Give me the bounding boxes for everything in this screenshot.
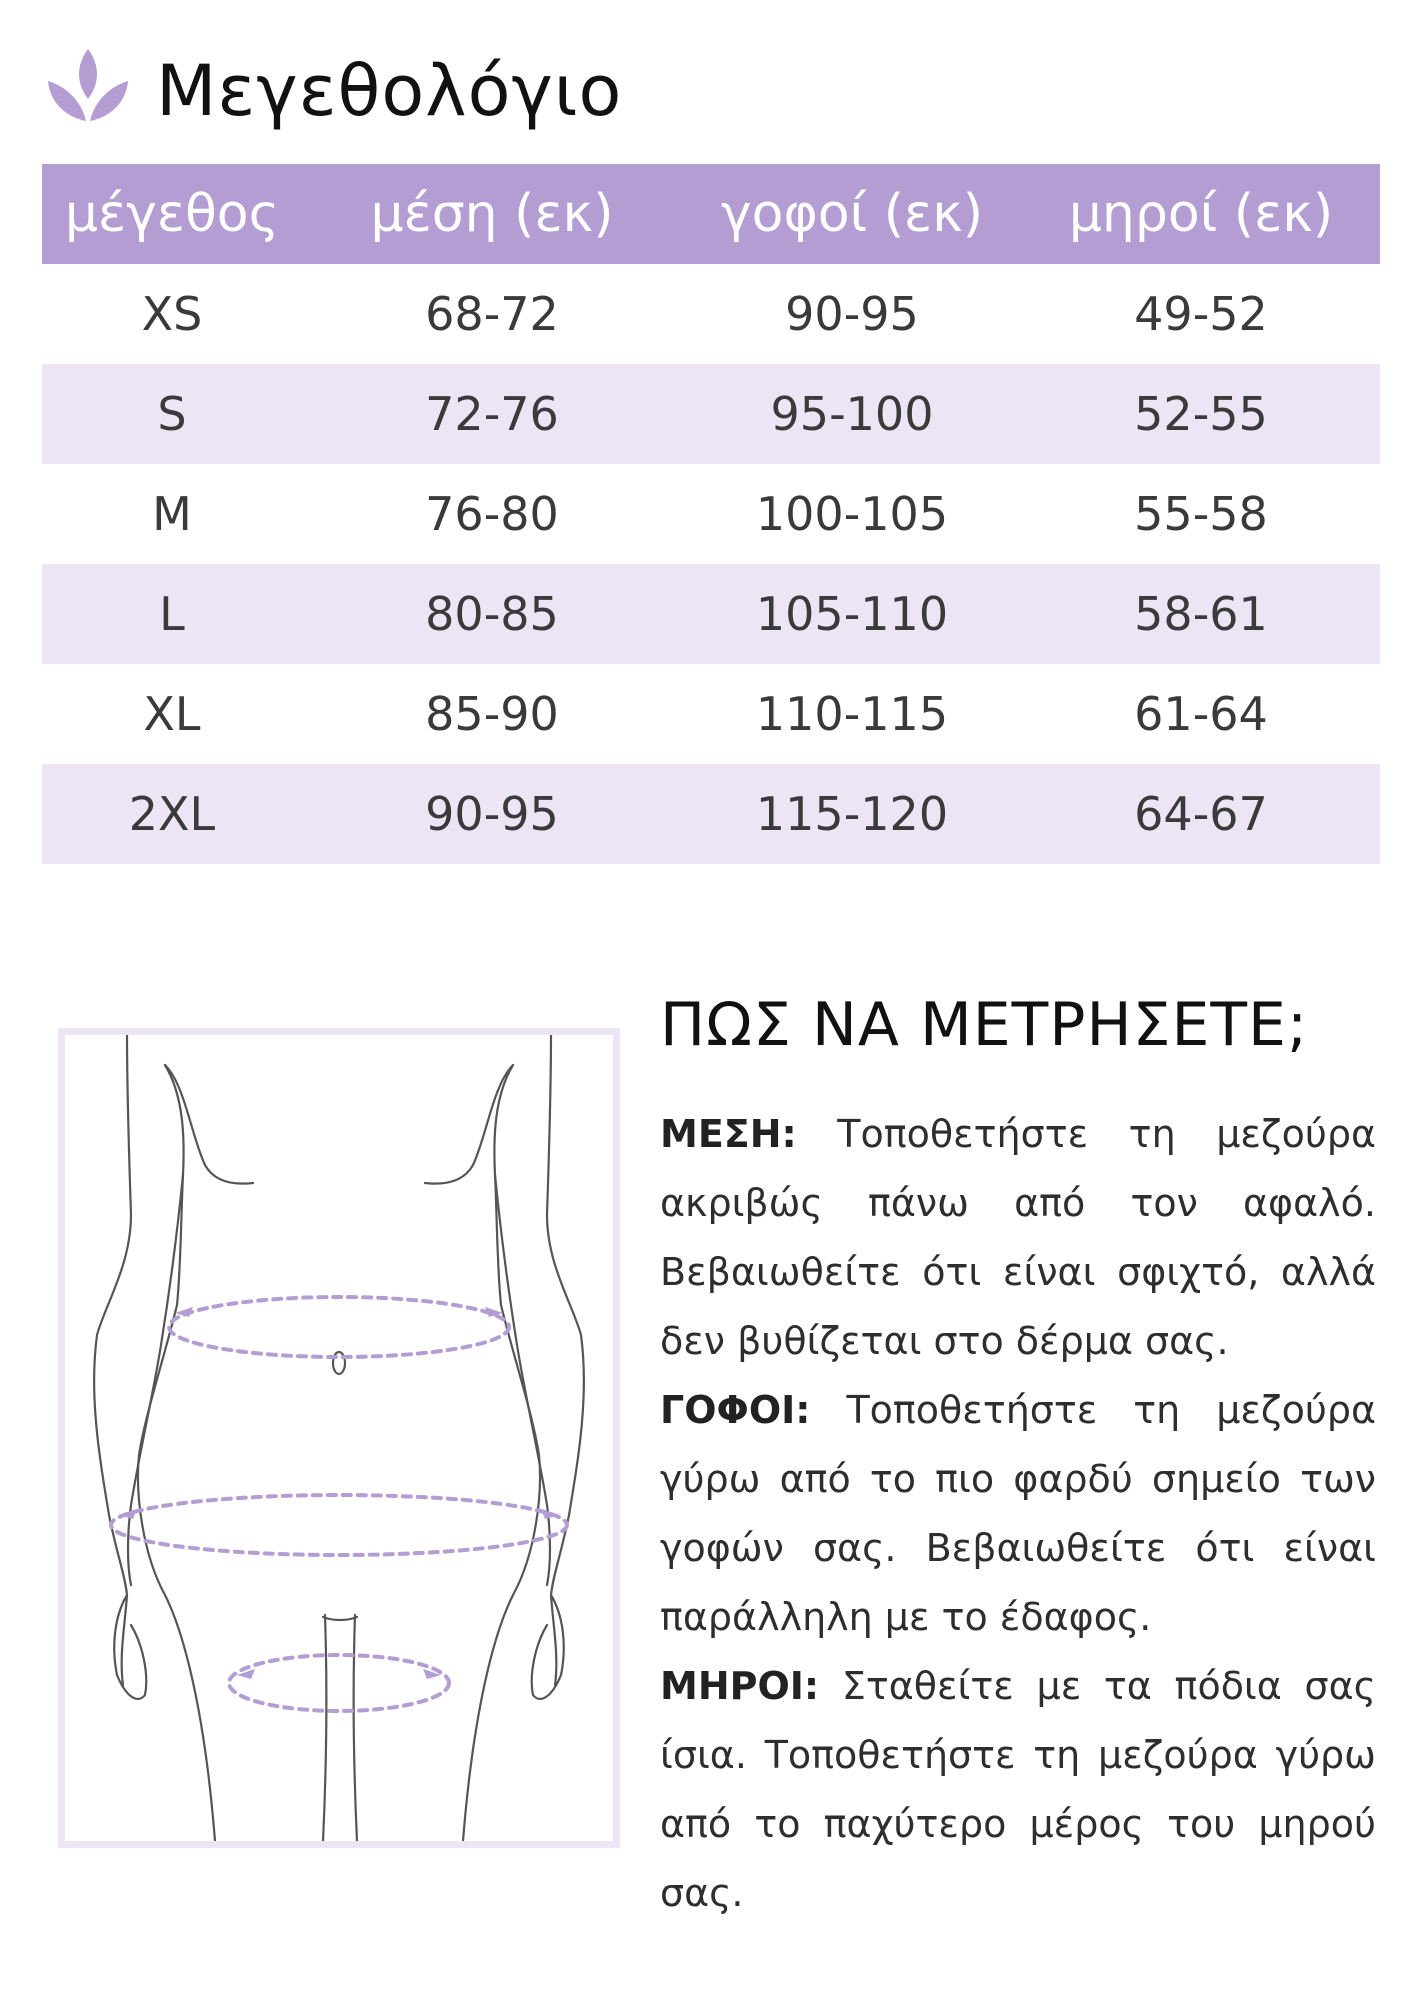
instruction-text: Τοποθετήστε τη μεζούρα γύρω από το πιο φαρδύ σημείο των γοφών σας. Βεβαιωθείτε ότι είναι παράλληλη με το έδαφος. <box>660 1388 1376 1639</box>
cell-hips: 105-110 <box>682 564 1022 664</box>
cell-size: L <box>42 564 302 664</box>
table-row <box>42 264 1380 364</box>
instruction-label: ΜΕΣΗ: <box>660 1112 797 1156</box>
how-to-measure-section <box>660 980 1376 1928</box>
how-to-measure-title: ΠΩΣ ΝΑ ΜΕΤΡΗΣΕΤΕ; <box>660 990 1309 1060</box>
cell-waist: 76-80 <box>425 487 559 541</box>
page-header <box>42 36 622 146</box>
cell-waist: 68-72 <box>425 287 559 341</box>
table-row <box>42 664 1380 764</box>
lotus-icon <box>42 45 134 137</box>
header-hips: γοφοί (εκ) <box>682 164 1022 264</box>
cell-size: XL <box>143 687 201 741</box>
table-header-row <box>42 164 1380 264</box>
cell-size: 2XL <box>42 764 302 864</box>
instruction-text: Σταθείτε με τα πόδια σας ίσια. Τοποθετήστε τη μεζούρα γύρω από το παχύτερο μέρος του μηρού σας. <box>660 1664 1376 1915</box>
cell-size: S <box>42 364 302 464</box>
table-row <box>42 564 1380 664</box>
cell-thighs: 58-61 <box>1022 564 1380 664</box>
instruction-thighs <box>660 1652 1376 1928</box>
cell-waist: 72-76 <box>302 364 682 464</box>
cell-waist: 85-90 <box>425 687 559 741</box>
cell-hips: 95-100 <box>682 364 1022 464</box>
cell-size: M <box>152 487 192 541</box>
cell-hips: 110-115 <box>755 687 949 741</box>
table-row <box>42 464 1380 564</box>
cell-hips: 115-120 <box>682 764 1022 864</box>
header-size: μέγεθος <box>42 164 302 264</box>
instruction-label: ΓΟΦΟΙ: <box>660 1388 811 1432</box>
header-thighs: μηροί (εκ) <box>1022 164 1380 264</box>
table-row <box>42 764 1380 864</box>
cell-size: XS <box>141 287 203 341</box>
page-title: Μεγεθολόγιο <box>156 50 623 132</box>
cell-hips: 100-105 <box>755 487 949 541</box>
body-measurement-illustration <box>65 1035 613 1841</box>
instruction-label: ΜΗΡΟΙ: <box>660 1664 820 1708</box>
header-waist: μέση (εκ) <box>302 164 682 264</box>
cell-waist: 90-95 <box>302 764 682 864</box>
instruction-hips <box>660 1376 1376 1652</box>
measurement-figure <box>58 1028 620 1848</box>
cell-thighs: 49-52 <box>1134 287 1268 341</box>
cell-thighs: 55-58 <box>1134 487 1268 541</box>
cell-thighs: 64-67 <box>1022 764 1380 864</box>
cell-thighs: 52-55 <box>1022 364 1380 464</box>
table-row <box>42 364 1380 464</box>
instruction-text: Τοποθετήστε τη μεζούρα ακριβώς πάνω από τον αφαλό. Βεβαιωθείτε ότι είναι σφιχτό, αλλά δεν βυθίζεται στο δέρμα σας. <box>660 1112 1376 1363</box>
instruction-waist <box>660 1100 1376 1376</box>
cell-thighs: 61-64 <box>1134 687 1268 741</box>
cell-waist: 80-85 <box>302 564 682 664</box>
size-chart-table <box>42 164 1380 864</box>
cell-hips: 90-95 <box>785 287 919 341</box>
